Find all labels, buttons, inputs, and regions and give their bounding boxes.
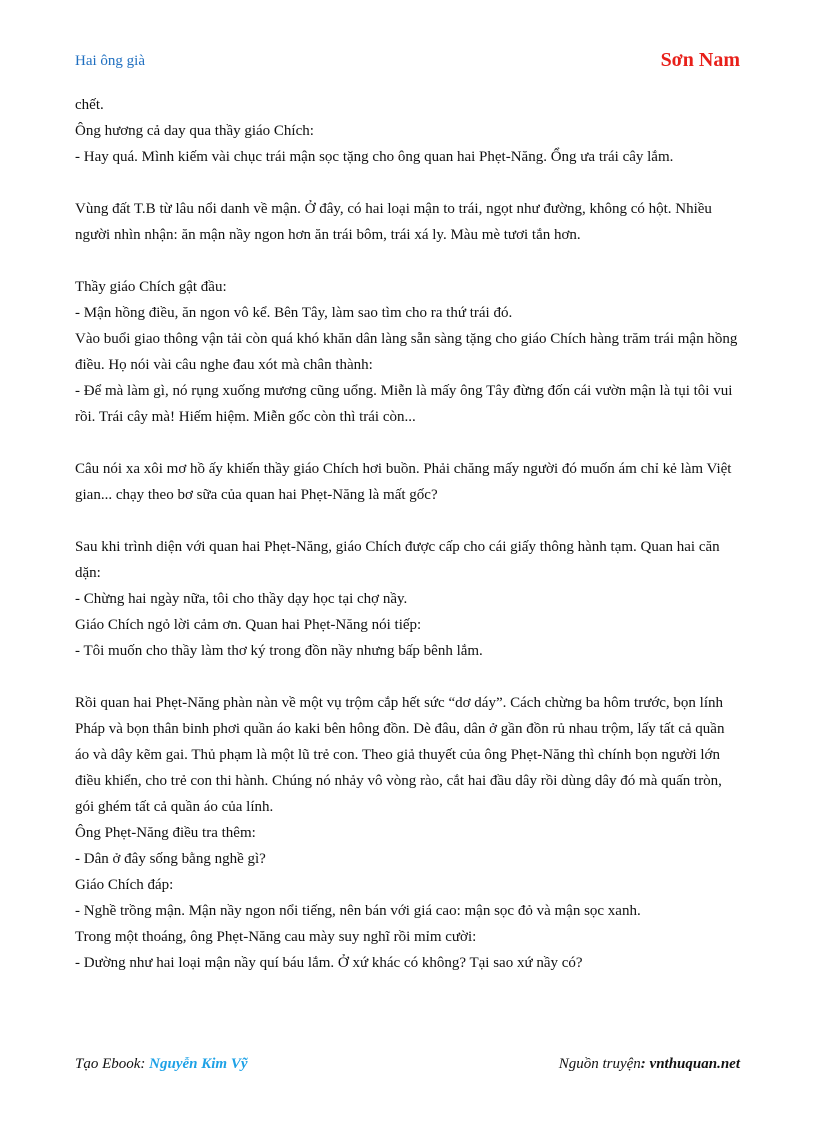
paragraph: Câu nói xa xôi mơ hồ ấy khiến thầy giáo Chích hơi buồn. Phải chăng mấy người đó muốn ám chỉ kẻ làm Việt gian... chạy theo bơ sữa của quan hai Phẹt-Năng là mất gốc?	[75, 461, 732, 503]
source-credit: Nguồn truyện: vnthuquan.net	[558, 1056, 740, 1072]
paragraph: Trong một thoáng, ông Phẹt-Năng cau mày suy nghĩ rồi mỉm cười:	[75, 929, 477, 945]
story-body	[75, 92, 741, 976]
ebook-credit: Tạo Ebook: Nguyễn Kim Vỹ	[75, 1056, 248, 1072]
book-title: Hai ông già	[75, 53, 145, 69]
paragraph: - Để mà làm gì, nó rụng xuống mương cũng uổng. Miễn là mấy ông Tây đừng đốn cái vườn mận là tụi tôi vui rồi. Trái cây mà! Hiếm hiệm. Miễn gốc còn thì trái còn...	[75, 383, 733, 425]
paragraph: Giáo Chích ngỏ lời cảm ơn. Quan hai Phẹt-Năng nói tiếp:	[75, 617, 422, 633]
paragraph: - Dường như hai loại mận nầy quí báu lắm. Ở xứ khác có không? Tại sao xứ nầy có?	[75, 955, 583, 971]
source-site: vnthuquan.net	[649, 1056, 740, 1072]
paragraph: - Nghề trồng mận. Mận nầy ngon nổi tiếng, nên bán với giá cao: mận sọc đỏ và mận sọc xanh.	[75, 903, 641, 919]
paragraph: Rồi quan hai Phẹt-Năng phàn nàn về một vụ trộm cắp hết sức “dơ dáy”. Cách chừng ba hôm trước, bọn lính Pháp và bọn thân binh phơi quần áo kaki bên hông đồn. Dè đâu, dân ở gần đồn rủ nhau trộm, lấy tất cả quần áo và dây kẽm gai. Thủ phạm là một lũ trẻ con. Theo giả thuyết của ông Phẹt-Năng thì chính bọn người lớn điều khiển, cho trẻ con thi hành. Chúng nó nhảy vô vòng rào, cắt hai đầu dây rồi dùng dây đó mà quấn tròn, gói ghém tất cả quần áo của lính.	[75, 695, 725, 815]
paragraph: - Chừng hai ngày nữa, tôi cho thầy dạy học tại chợ nầy.	[75, 591, 408, 607]
paragraph: Thầy giáo Chích gật đầu:	[75, 279, 227, 295]
author-name: Sơn Nam	[660, 49, 740, 71]
paragraph: - Mận hồng điều, ăn ngon vô kể. Bên Tây, làm sao tìm cho ra thứ trái đó.	[75, 305, 513, 321]
paragraph: Sau khi trình diện với quan hai Phẹt-Năng, giáo Chích được cấp cho cái giấy thông hành tạm. Quan hai căn dặn:	[75, 539, 720, 581]
paragraph: - Tôi muốn cho thầy làm thơ ký trong đồn nầy nhưng bấp bênh lắm.	[75, 643, 483, 659]
paragraph: chết.	[75, 97, 104, 113]
paragraph: - Dân ở đây sống bằng nghề gì?	[75, 851, 266, 867]
paragraph: Vào buổi giao thông vận tải còn quá khó khăn dân làng sẵn sàng tặng cho giáo Chích hàng trăm trái mận hồng điều. Họ nói vài câu nghe đau xót mà chân thành:	[75, 331, 738, 373]
paragraph: Giáo Chích đáp:	[75, 877, 174, 893]
ebook-creator-name: Nguyễn Kim Vỹ	[149, 1056, 248, 1072]
paragraph: Ông hương cả day qua thầy giáo Chích:	[75, 123, 314, 139]
paragraph: Vùng đất T.B từ lâu nổi danh về mận. Ở đây, có hai loại mận to trái, ngọt như đường, không có hột. Nhiều người nhìn nhận: ăn mận nầy ngon hơn ăn trái bôm, trái xá ly. Màu mè tươi tắn hơn.	[75, 201, 712, 243]
paragraph: - Hay quá. Mình kiếm vài chục trái mận sọc tặng cho ông quan hai Phẹt-Năng. Ổng ưa trái cây lắm.	[75, 149, 674, 165]
paragraph: Ông Phẹt-Năng điều tra thêm:	[75, 825, 256, 841]
ebook-label: Tạo Ebook	[75, 1056, 141, 1072]
source-label: Nguồn truyện	[558, 1056, 641, 1072]
